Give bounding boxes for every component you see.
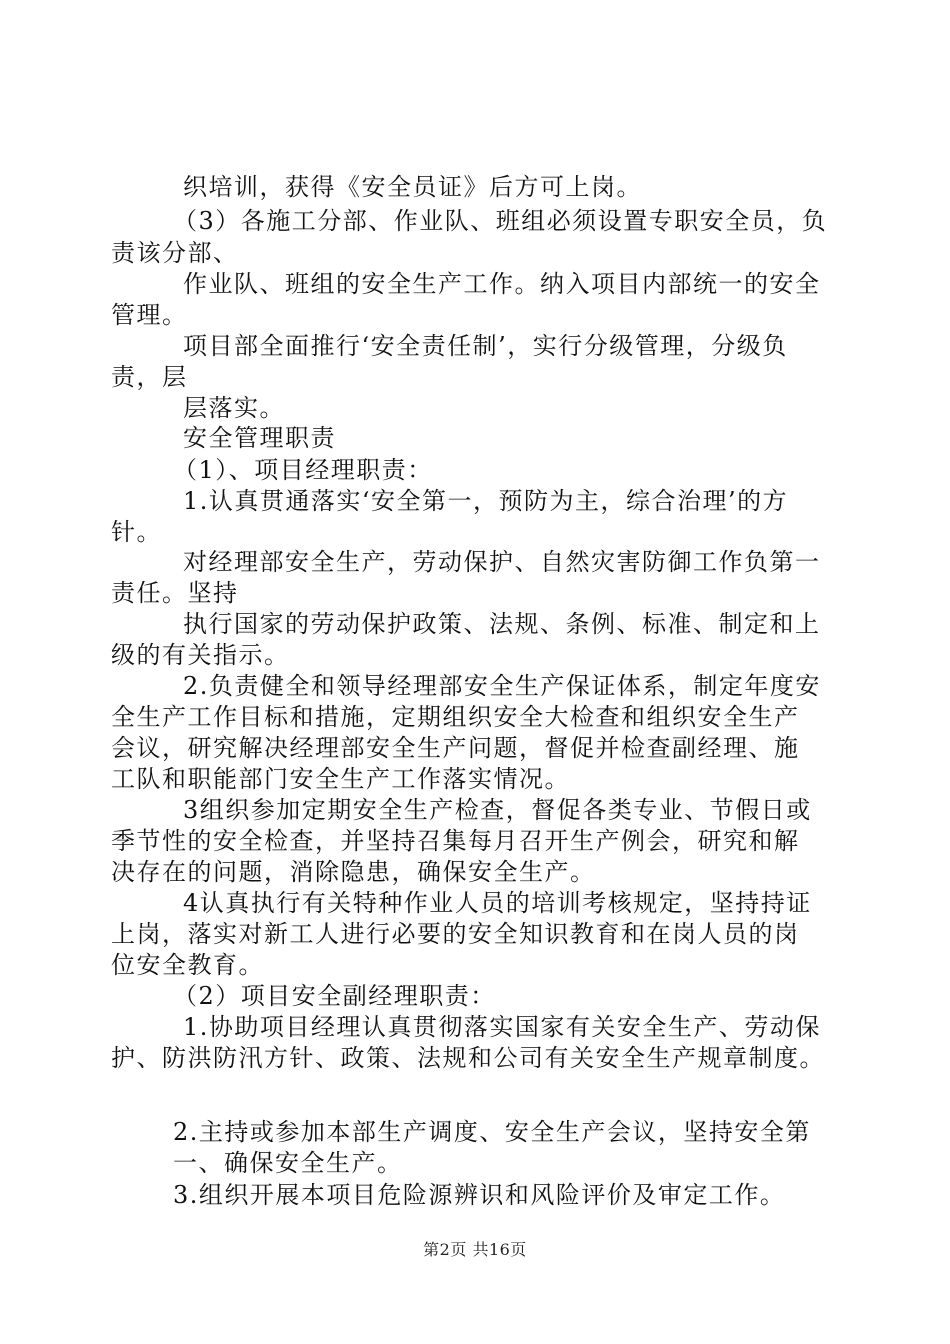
subsection-heading: （1）、项目经理职责：: [173, 456, 433, 484]
text-line: （3）各施工分部、作业队、班组必须设置专职安全员，负: [173, 207, 828, 235]
text-line: 护、防洪防汛方针、政策、法规和公司有关安全生产规章制度。: [111, 1044, 825, 1072]
text-line: 季节性的安全检查，并坚持召集每月召开生产例会，研究和解: [111, 827, 800, 855]
text-line: 层落实。: [183, 394, 285, 422]
text-line: 责任。坚持: [111, 579, 239, 607]
text-line: 针。: [111, 518, 162, 546]
text-line: 2.主持或参加本部生产调度、安全生产会议，坚持安全第: [173, 1118, 811, 1146]
text-line: 管理。: [111, 301, 188, 329]
text-line: 决存在的问题，消除隐患，确保安全生产。: [111, 858, 596, 886]
text-line: 作业队、班组的安全生产工作。纳入项目内部统一的安全: [183, 270, 821, 298]
text-line: 1.认真贯通落实‘安全第一，预防为主，综合治理’的方: [183, 487, 789, 515]
text-line: 执行国家的劳动保护政策、法规、条例、标准、制定和上: [183, 610, 821, 638]
text-line: 责该分部、: [111, 239, 239, 267]
text-line: 织培训，获得《安全员证》后方可上岗。: [183, 173, 642, 201]
text-line: 位安全教育。: [111, 951, 264, 979]
text-line: 上岗，落实对新工人进行必要的安全知识教育和在岗人员的岗: [111, 920, 800, 948]
text-line: 4认真执行有关特种作业人员的培训考核规定，坚持持证: [183, 889, 812, 917]
text-line: 项目部全面推行‘安全责任制’，实行分级管理，分级负: [183, 332, 788, 360]
text-line: 3组织参加定期安全生产检查，督促各类专业、节假日或: [183, 796, 812, 824]
page-number-footer: 第2页 共16页: [423, 1240, 527, 1259]
subsection-heading: （2）项目安全副经理职责：: [173, 982, 496, 1010]
text-line: 1.协助项目经理认真贯彻落实国家有关安全生产、劳动保: [183, 1013, 821, 1041]
text-line: 工队和职能部门安全生产工作落实情况。: [111, 765, 570, 793]
text-line: 责，层: [111, 363, 188, 391]
text-line: 一、确保安全生产。: [173, 1149, 403, 1177]
text-line: 会议，研究解决经理部安全生产问题，督促并检查副经理、施: [111, 734, 800, 762]
text-line: 3.组织开展本项目危险源辨识和风险评价及审定工作。: [173, 1181, 786, 1209]
text-line: 对经理部安全生产，劳动保护、自然灾害防御工作负第一: [183, 548, 821, 576]
text-line: 级的有关指示。: [111, 641, 290, 669]
text-line: 全生产工作目标和措施，定期组织安全大检查和组织安全生产: [111, 703, 800, 731]
section-heading: 安全管理职责: [183, 424, 336, 452]
text-line: 2.负责健全和领导经理部安全生产保证体系，制定年度安: [183, 672, 821, 700]
